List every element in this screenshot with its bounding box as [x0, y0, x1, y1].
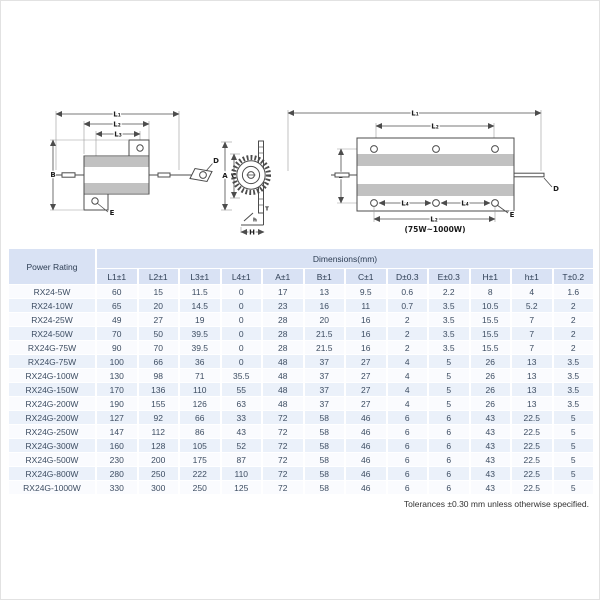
columns-row — [7, 268, 593, 284]
dimension-diagrams — [1, 1, 600, 246]
model-cell: RX24G-100W — [7, 368, 95, 382]
value-cell: 9.5 — [344, 284, 386, 298]
column-header: C±1 — [344, 268, 386, 284]
value-cell: 110 — [178, 382, 220, 396]
value-cell: 60 — [95, 284, 137, 298]
value-cell: 2 — [386, 312, 428, 326]
value-cell: 6 — [427, 452, 469, 466]
value-cell: 39.5 — [178, 326, 220, 340]
model-cell: RX24G-1000W — [7, 480, 95, 494]
value-cell: 72 — [261, 452, 303, 466]
power-rating-header: Power Rating — [7, 248, 95, 284]
value-cell: 49 — [95, 312, 137, 326]
value-cell: 170 — [95, 382, 137, 396]
value-cell: 58 — [303, 452, 345, 466]
value-cell: 6 — [386, 466, 428, 480]
value-cell: 112 — [137, 424, 179, 438]
value-cell: 5 — [552, 410, 594, 424]
value-cell: 3.5 — [427, 312, 469, 326]
value-cell: 39.5 — [178, 340, 220, 354]
value-cell: 72 — [261, 438, 303, 452]
value-cell: 98 — [137, 368, 179, 382]
value-cell: 8 — [469, 284, 511, 298]
value-cell: 33 — [220, 410, 262, 424]
value-cell: 16 — [344, 340, 386, 354]
value-cell: 46 — [344, 480, 386, 494]
value-cell: 6 — [386, 480, 428, 494]
value-cell: 26 — [469, 368, 511, 382]
table-row — [7, 382, 593, 396]
value-cell: 5 — [552, 480, 594, 494]
value-cell: 15.5 — [469, 340, 511, 354]
value-cell: 160 — [95, 438, 137, 452]
value-cell: 3.5 — [552, 396, 594, 410]
value-cell: 7 — [510, 340, 552, 354]
value-cell: 72 — [261, 480, 303, 494]
value-cell: 6 — [427, 466, 469, 480]
table-row — [7, 480, 593, 494]
value-cell: 26 — [469, 354, 511, 368]
value-cell: 43 — [469, 410, 511, 424]
value-cell: 2 — [552, 312, 594, 326]
value-cell: 4 — [386, 382, 428, 396]
value-cell: 86 — [178, 424, 220, 438]
value-cell: 87 — [220, 452, 262, 466]
value-cell: 0.7 — [386, 298, 428, 312]
model-cell: RX24-25W — [7, 312, 95, 326]
value-cell: 6 — [386, 452, 428, 466]
value-cell: 11.5 — [178, 284, 220, 298]
dim-t-label: T — [265, 206, 269, 213]
value-cell: 105 — [178, 438, 220, 452]
value-cell: 5 — [427, 354, 469, 368]
value-cell: 50 — [137, 326, 179, 340]
dim-d-label: D — [213, 157, 219, 165]
value-cell: 17 — [261, 284, 303, 298]
model-cell: RX24G-250W — [7, 424, 95, 438]
model-cell: RX24G-800W — [7, 466, 95, 480]
column-header: T±0.2 — [552, 268, 594, 284]
column-header: E±0.3 — [427, 268, 469, 284]
value-cell: 5 — [427, 368, 469, 382]
value-cell: 7 — [510, 326, 552, 340]
value-cell: 10.5 — [469, 298, 511, 312]
column-header: L1±1 — [95, 268, 137, 284]
model-cell: RX24-5W — [7, 284, 95, 298]
value-cell: 6 — [427, 480, 469, 494]
value-cell: 58 — [303, 424, 345, 438]
model-cell: RX24G-300W — [7, 438, 95, 452]
value-cell: 46 — [344, 466, 386, 480]
dim-e-label-right: E — [509, 211, 515, 219]
model-cell: RX24-50W — [7, 326, 95, 340]
dim-e-label: E — [109, 209, 115, 217]
value-cell: 72 — [261, 410, 303, 424]
value-cell: 21.5 — [303, 340, 345, 354]
value-cell: 200 — [137, 452, 179, 466]
dim-l2-label: L₂ — [113, 120, 121, 129]
value-cell: 22.5 — [510, 438, 552, 452]
column-header: A±1 — [261, 268, 303, 284]
table-row — [7, 368, 593, 382]
value-cell: 0 — [220, 340, 262, 354]
value-cell: 28 — [261, 312, 303, 326]
value-cell: 230 — [95, 452, 137, 466]
value-cell: 1.6 — [552, 284, 594, 298]
large-resistor-diagram — [288, 110, 559, 235]
value-cell: 43 — [469, 452, 511, 466]
value-cell: 13 — [510, 396, 552, 410]
value-cell: 280 — [95, 466, 137, 480]
dim-l1-label: L₁ — [113, 110, 121, 119]
value-cell: 13 — [510, 382, 552, 396]
value-cell: 2 — [552, 326, 594, 340]
table-row — [7, 438, 593, 452]
value-cell: 71 — [178, 368, 220, 382]
model-cell: RX24-10W — [7, 298, 95, 312]
value-cell: 48 — [261, 354, 303, 368]
value-cell: 70 — [137, 340, 179, 354]
column-header: D±0.3 — [386, 268, 428, 284]
column-header: B±1 — [303, 268, 345, 284]
value-cell: 46 — [344, 438, 386, 452]
tolerance-note: Tolerances ±0.30 mm unless otherwise specified. — [403, 499, 589, 509]
value-cell: 0 — [220, 326, 262, 340]
table-header — [7, 248, 593, 284]
value-cell: 2 — [552, 298, 594, 312]
value-cell: 4 — [386, 396, 428, 410]
dim-l2-top-label: L₂ — [431, 122, 439, 131]
value-cell: 2 — [386, 340, 428, 354]
value-cell: 27 — [344, 354, 386, 368]
table-row — [7, 312, 593, 326]
value-cell: 22.5 — [510, 452, 552, 466]
value-cell: 5 — [552, 452, 594, 466]
value-cell: 3.5 — [552, 382, 594, 396]
value-cell: 66 — [137, 354, 179, 368]
column-header: H±1 — [469, 268, 511, 284]
value-cell: 110 — [220, 466, 262, 480]
dimensions-table — [7, 248, 593, 494]
value-cell: 58 — [303, 438, 345, 452]
table-row — [7, 396, 593, 410]
value-cell: 130 — [95, 368, 137, 382]
value-cell: 20 — [137, 298, 179, 312]
value-cell: 90 — [95, 340, 137, 354]
value-cell: 37 — [303, 368, 345, 382]
value-cell: 46 — [344, 452, 386, 466]
value-cell: 6 — [386, 410, 428, 424]
value-cell: 37 — [303, 382, 345, 396]
dim-c-label: C — [231, 172, 237, 180]
value-cell: 14.5 — [178, 298, 220, 312]
value-cell: 26 — [469, 396, 511, 410]
value-cell: 127 — [95, 410, 137, 424]
value-cell: 23 — [261, 298, 303, 312]
value-cell: 5 — [427, 396, 469, 410]
cross-section-diagram — [221, 141, 269, 237]
value-cell: 0 — [220, 354, 262, 368]
value-cell: 5 — [552, 438, 594, 452]
value-cell: 190 — [95, 396, 137, 410]
value-cell: 125 — [220, 480, 262, 494]
table-body — [7, 284, 593, 494]
value-cell: 15 — [137, 284, 179, 298]
value-cell: 16 — [303, 298, 345, 312]
dim-l4-right-label: L₄ — [461, 199, 469, 208]
value-cell: 27 — [344, 382, 386, 396]
table-row — [7, 466, 593, 480]
dim-l1-label-right: L₁ — [411, 109, 419, 118]
table-row — [7, 424, 593, 438]
column-header: L2±1 — [137, 268, 179, 284]
value-cell: 6 — [386, 424, 428, 438]
value-cell: 15.5 — [469, 312, 511, 326]
dim-l2-bottom-label: L₂ — [430, 215, 438, 224]
value-cell: 5 — [552, 424, 594, 438]
value-cell: 22.5 — [510, 480, 552, 494]
value-cell: 26 — [469, 382, 511, 396]
dim-d-label-right: D — [553, 185, 559, 193]
value-cell: 55 — [220, 382, 262, 396]
table-row — [7, 410, 593, 424]
value-cell: 72 — [261, 424, 303, 438]
value-cell: 63 — [220, 396, 262, 410]
dim-b-label: B — [50, 171, 56, 179]
value-cell: 6 — [427, 438, 469, 452]
value-cell: 27 — [344, 396, 386, 410]
value-cell: 43 — [469, 424, 511, 438]
value-cell: 3.5 — [552, 368, 594, 382]
model-cell: RX24G-75W — [7, 340, 95, 354]
value-cell: 46 — [344, 410, 386, 424]
value-cell: 13 — [510, 354, 552, 368]
column-header: h±1 — [510, 268, 552, 284]
value-cell: 22.5 — [510, 410, 552, 424]
value-cell: 13 — [510, 368, 552, 382]
value-cell: 0 — [220, 312, 262, 326]
value-cell: 175 — [178, 452, 220, 466]
value-cell: 136 — [137, 382, 179, 396]
value-cell: 37 — [303, 354, 345, 368]
value-cell: 2 — [386, 326, 428, 340]
table-row — [7, 340, 593, 354]
value-cell: 4 — [386, 354, 428, 368]
value-cell: 3.5 — [552, 354, 594, 368]
value-cell: 100 — [95, 354, 137, 368]
value-cell: 3.5 — [427, 298, 469, 312]
dim-l3-label: L₃ — [114, 130, 122, 139]
wattage-range-caption: (75W~1000W) — [404, 225, 466, 234]
value-cell: 6 — [427, 410, 469, 424]
model-cell: RX24G-200W — [7, 410, 95, 424]
value-cell: 128 — [137, 438, 179, 452]
model-cell: RX24G-200W — [7, 396, 95, 410]
value-cell: 48 — [261, 396, 303, 410]
dim-h-upper-label: H — [249, 228, 255, 237]
dim-l4-left-label: L₄ — [401, 199, 409, 208]
value-cell: 58 — [303, 480, 345, 494]
value-cell: 6 — [427, 424, 469, 438]
value-cell: 2 — [552, 340, 594, 354]
value-cell: 19 — [178, 312, 220, 326]
value-cell: 43 — [469, 466, 511, 480]
value-cell: 5.2 — [510, 298, 552, 312]
value-cell: 46 — [344, 424, 386, 438]
value-cell: 43 — [469, 438, 511, 452]
value-cell: 300 — [137, 480, 179, 494]
value-cell: 3.5 — [427, 340, 469, 354]
value-cell: 0.6 — [386, 284, 428, 298]
model-cell: RX24G-150W — [7, 382, 95, 396]
value-cell: 250 — [178, 480, 220, 494]
table-row — [7, 298, 593, 312]
value-cell: 27 — [137, 312, 179, 326]
value-cell: 48 — [261, 368, 303, 382]
value-cell: 58 — [303, 410, 345, 424]
value-cell: 16 — [344, 312, 386, 326]
value-cell: 155 — [137, 396, 179, 410]
dim-a-label: A — [222, 172, 228, 180]
column-header: L4±1 — [220, 268, 262, 284]
value-cell: 28 — [261, 326, 303, 340]
value-cell: 2.2 — [427, 284, 469, 298]
value-cell: 70 — [95, 326, 137, 340]
value-cell: 6 — [386, 438, 428, 452]
value-cell: 36 — [178, 354, 220, 368]
value-cell: 21.5 — [303, 326, 345, 340]
value-cell: 35.5 — [220, 368, 262, 382]
model-cell: RX24G-75W — [7, 354, 95, 368]
value-cell: 250 — [137, 466, 179, 480]
value-cell: 72 — [261, 466, 303, 480]
value-cell: 7 — [510, 312, 552, 326]
value-cell: 3.5 — [427, 326, 469, 340]
table-row — [7, 326, 593, 340]
value-cell: 0 — [220, 284, 262, 298]
value-cell: 37 — [303, 396, 345, 410]
value-cell: 222 — [178, 466, 220, 480]
value-cell: 147 — [95, 424, 137, 438]
value-cell: 4 — [386, 368, 428, 382]
dimensions-group-header: Dimensions(mm) — [95, 248, 593, 268]
table-row — [7, 354, 593, 368]
value-cell: 22.5 — [510, 424, 552, 438]
value-cell: 11 — [344, 298, 386, 312]
value-cell: 22.5 — [510, 466, 552, 480]
value-cell: 126 — [178, 396, 220, 410]
value-cell: 13 — [303, 284, 345, 298]
dim-h-lower-label: h — [253, 217, 257, 224]
value-cell: 330 — [95, 480, 137, 494]
value-cell: 0 — [220, 298, 262, 312]
value-cell: 4 — [510, 284, 552, 298]
value-cell: 43 — [220, 424, 262, 438]
value-cell: 28 — [261, 340, 303, 354]
value-cell: 52 — [220, 438, 262, 452]
value-cell: 27 — [344, 368, 386, 382]
value-cell: 5 — [552, 466, 594, 480]
value-cell: 58 — [303, 466, 345, 480]
model-cell: RX24G-500W — [7, 452, 95, 466]
value-cell: 92 — [137, 410, 179, 424]
value-cell: 43 — [469, 480, 511, 494]
value-cell: 48 — [261, 382, 303, 396]
value-cell: 65 — [95, 298, 137, 312]
small-resistor-diagram — [50, 111, 219, 218]
table-row — [7, 452, 593, 466]
value-cell: 15.5 — [469, 326, 511, 340]
column-header: L3±1 — [178, 268, 220, 284]
value-cell: 16 — [344, 326, 386, 340]
value-cell: 66 — [178, 410, 220, 424]
table-row — [7, 284, 593, 298]
value-cell: 20 — [303, 312, 345, 326]
value-cell: 5 — [427, 382, 469, 396]
